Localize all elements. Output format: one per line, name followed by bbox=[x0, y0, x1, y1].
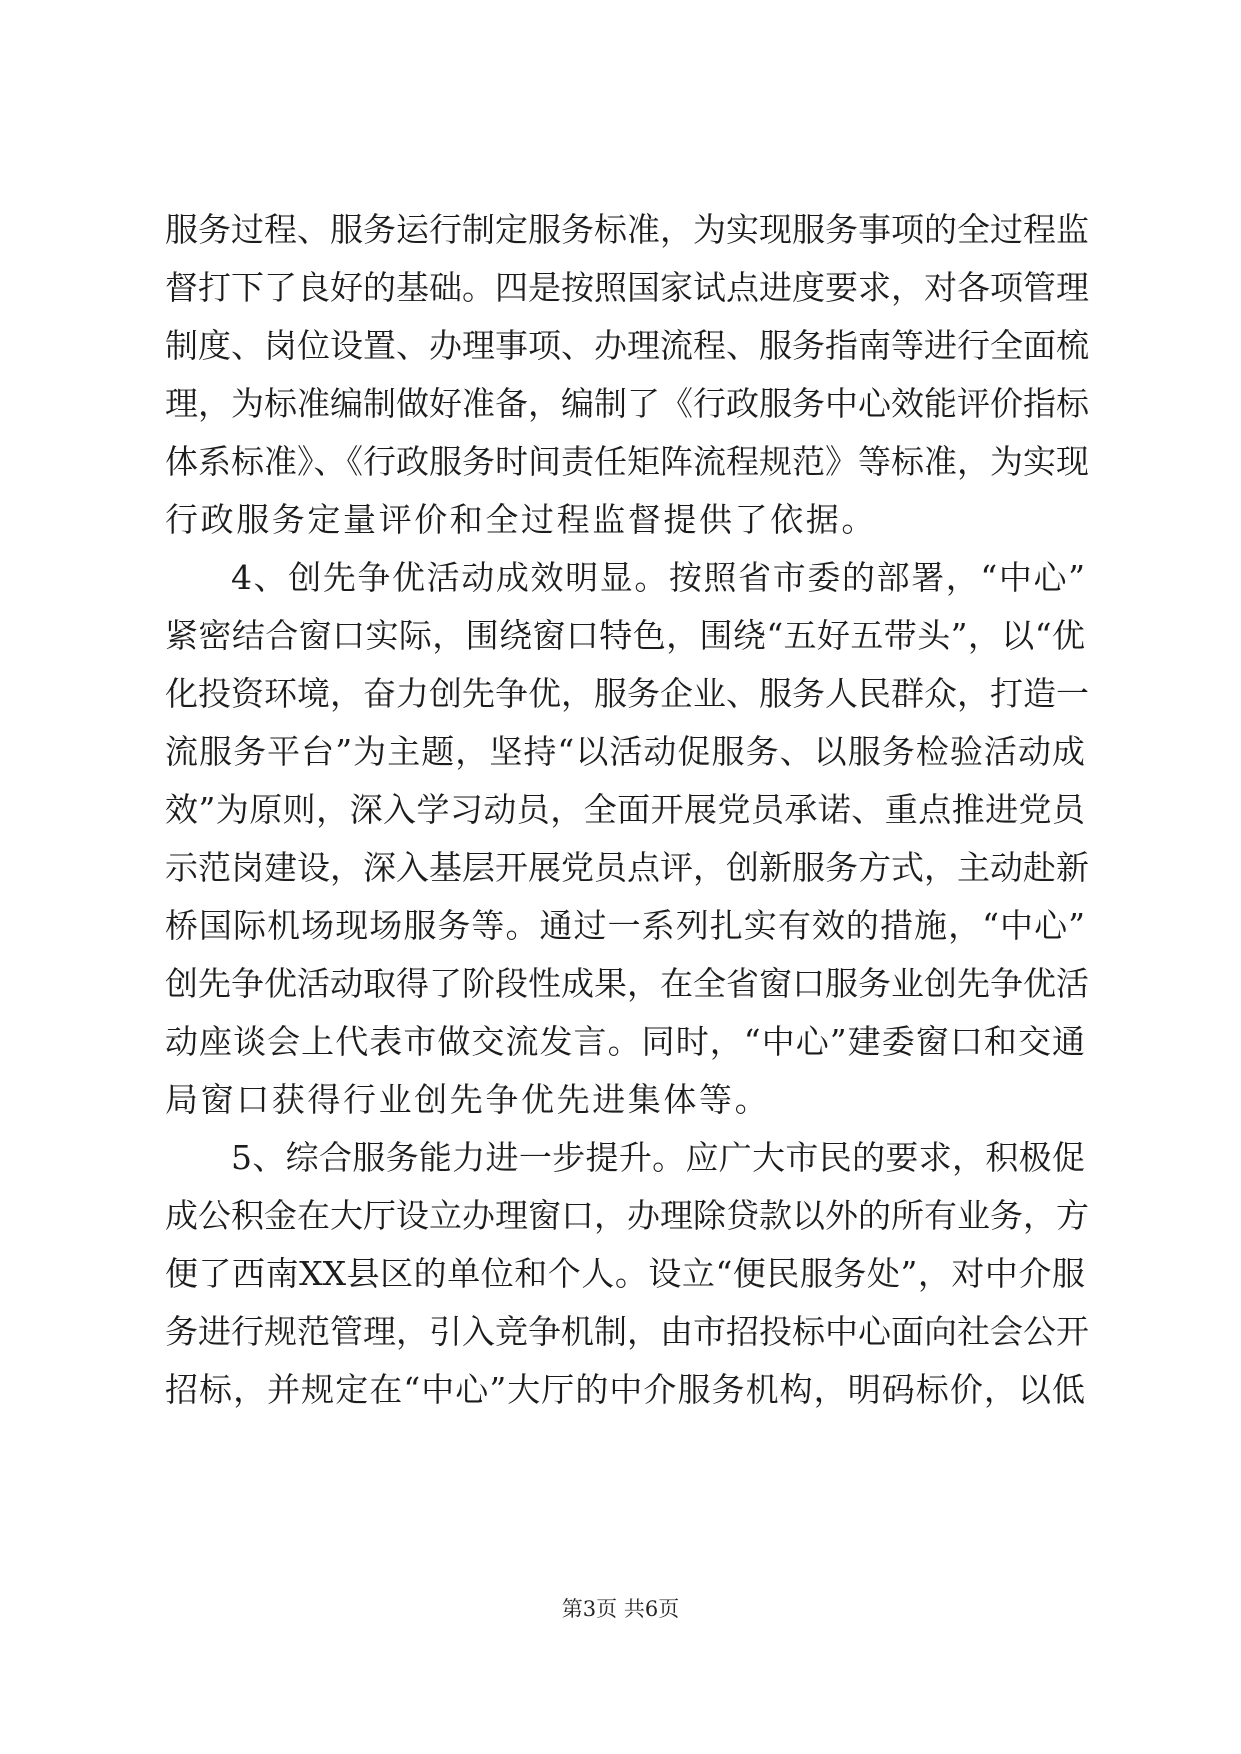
page-number-footer: 第3页 共6页 bbox=[561, 1597, 680, 1621]
text-line: 局窗口获得行业创先争优先进集体等。 bbox=[165, 1080, 771, 1119]
text-line: 督打下了良好的基础。四是按照国家试点进度要求，对各项管理 bbox=[165, 268, 1089, 307]
text-line: 动座谈会上代表市做交流发言。同时，“中心”建委窗口和交通 bbox=[165, 1022, 1085, 1061]
text-line: 效”为原则，深入学习动员，全面开展党员承诺、重点推进党员 bbox=[165, 790, 1085, 829]
text-line: 招标，并规定在“中心”大厅的中介服务机构，明码标价，以低 bbox=[165, 1370, 1085, 1409]
text-line: 体系标准》、《行政服务时间责任矩阵流程规范》等标准，为实现 bbox=[165, 442, 1089, 481]
text-line: 创先争优活动取得了阶段性成果，在全省窗口服务业创先争优活 bbox=[165, 964, 1089, 1003]
paragraph-heading-4: 4、创先争优活动成效明显。按照省市委的部署，“中心” bbox=[231, 558, 1085, 597]
text-line: 理，为标准编制做好准备，编制了《行政服务中心效能评价指标 bbox=[165, 384, 1089, 423]
text-line: 行政服务定量评价和全过程监督提供了依据。 bbox=[165, 500, 877, 539]
text-line: 桥国际机场现场服务等。通过一系列扎实有效的措施，“中心” bbox=[165, 906, 1085, 945]
text-line: 流服务平台”为主题，坚持“以活动促服务、以服务检验活动成 bbox=[165, 732, 1085, 771]
text-line: 服务过程、服务运行制定服务标准，为实现服务事项的全过程监 bbox=[165, 210, 1089, 249]
text-line: 示范岗建设，深入基层开展党员点评，创新服务方式，主动赴新 bbox=[165, 848, 1089, 887]
text-line: 制度、岗位设置、办理事项、办理流程、服务指南等进行全面梳 bbox=[165, 326, 1089, 365]
text-line: 务进行规范管理，引入竞争机制，由市招投标中心面向社会公开 bbox=[165, 1312, 1089, 1351]
text-line: 便了西南XX县区的单位和个人。设立“便民服务处”，对中介服 bbox=[165, 1254, 1085, 1293]
text-line: 紧密结合窗口实际，围绕窗口特色，围绕“五好五带头”，以“优 bbox=[165, 616, 1085, 655]
text-line: 化投资环境，奋力创先争优，服务企业、服务人民群众，打造一 bbox=[165, 674, 1089, 713]
paragraph-heading-5: 5、综合服务能力进一步提升。应广大市民的要求，积极促 bbox=[231, 1138, 1085, 1177]
text-line: 成公积金在大厅设立办理窗口，办理除贷款以外的所有业务，方 bbox=[165, 1196, 1089, 1235]
